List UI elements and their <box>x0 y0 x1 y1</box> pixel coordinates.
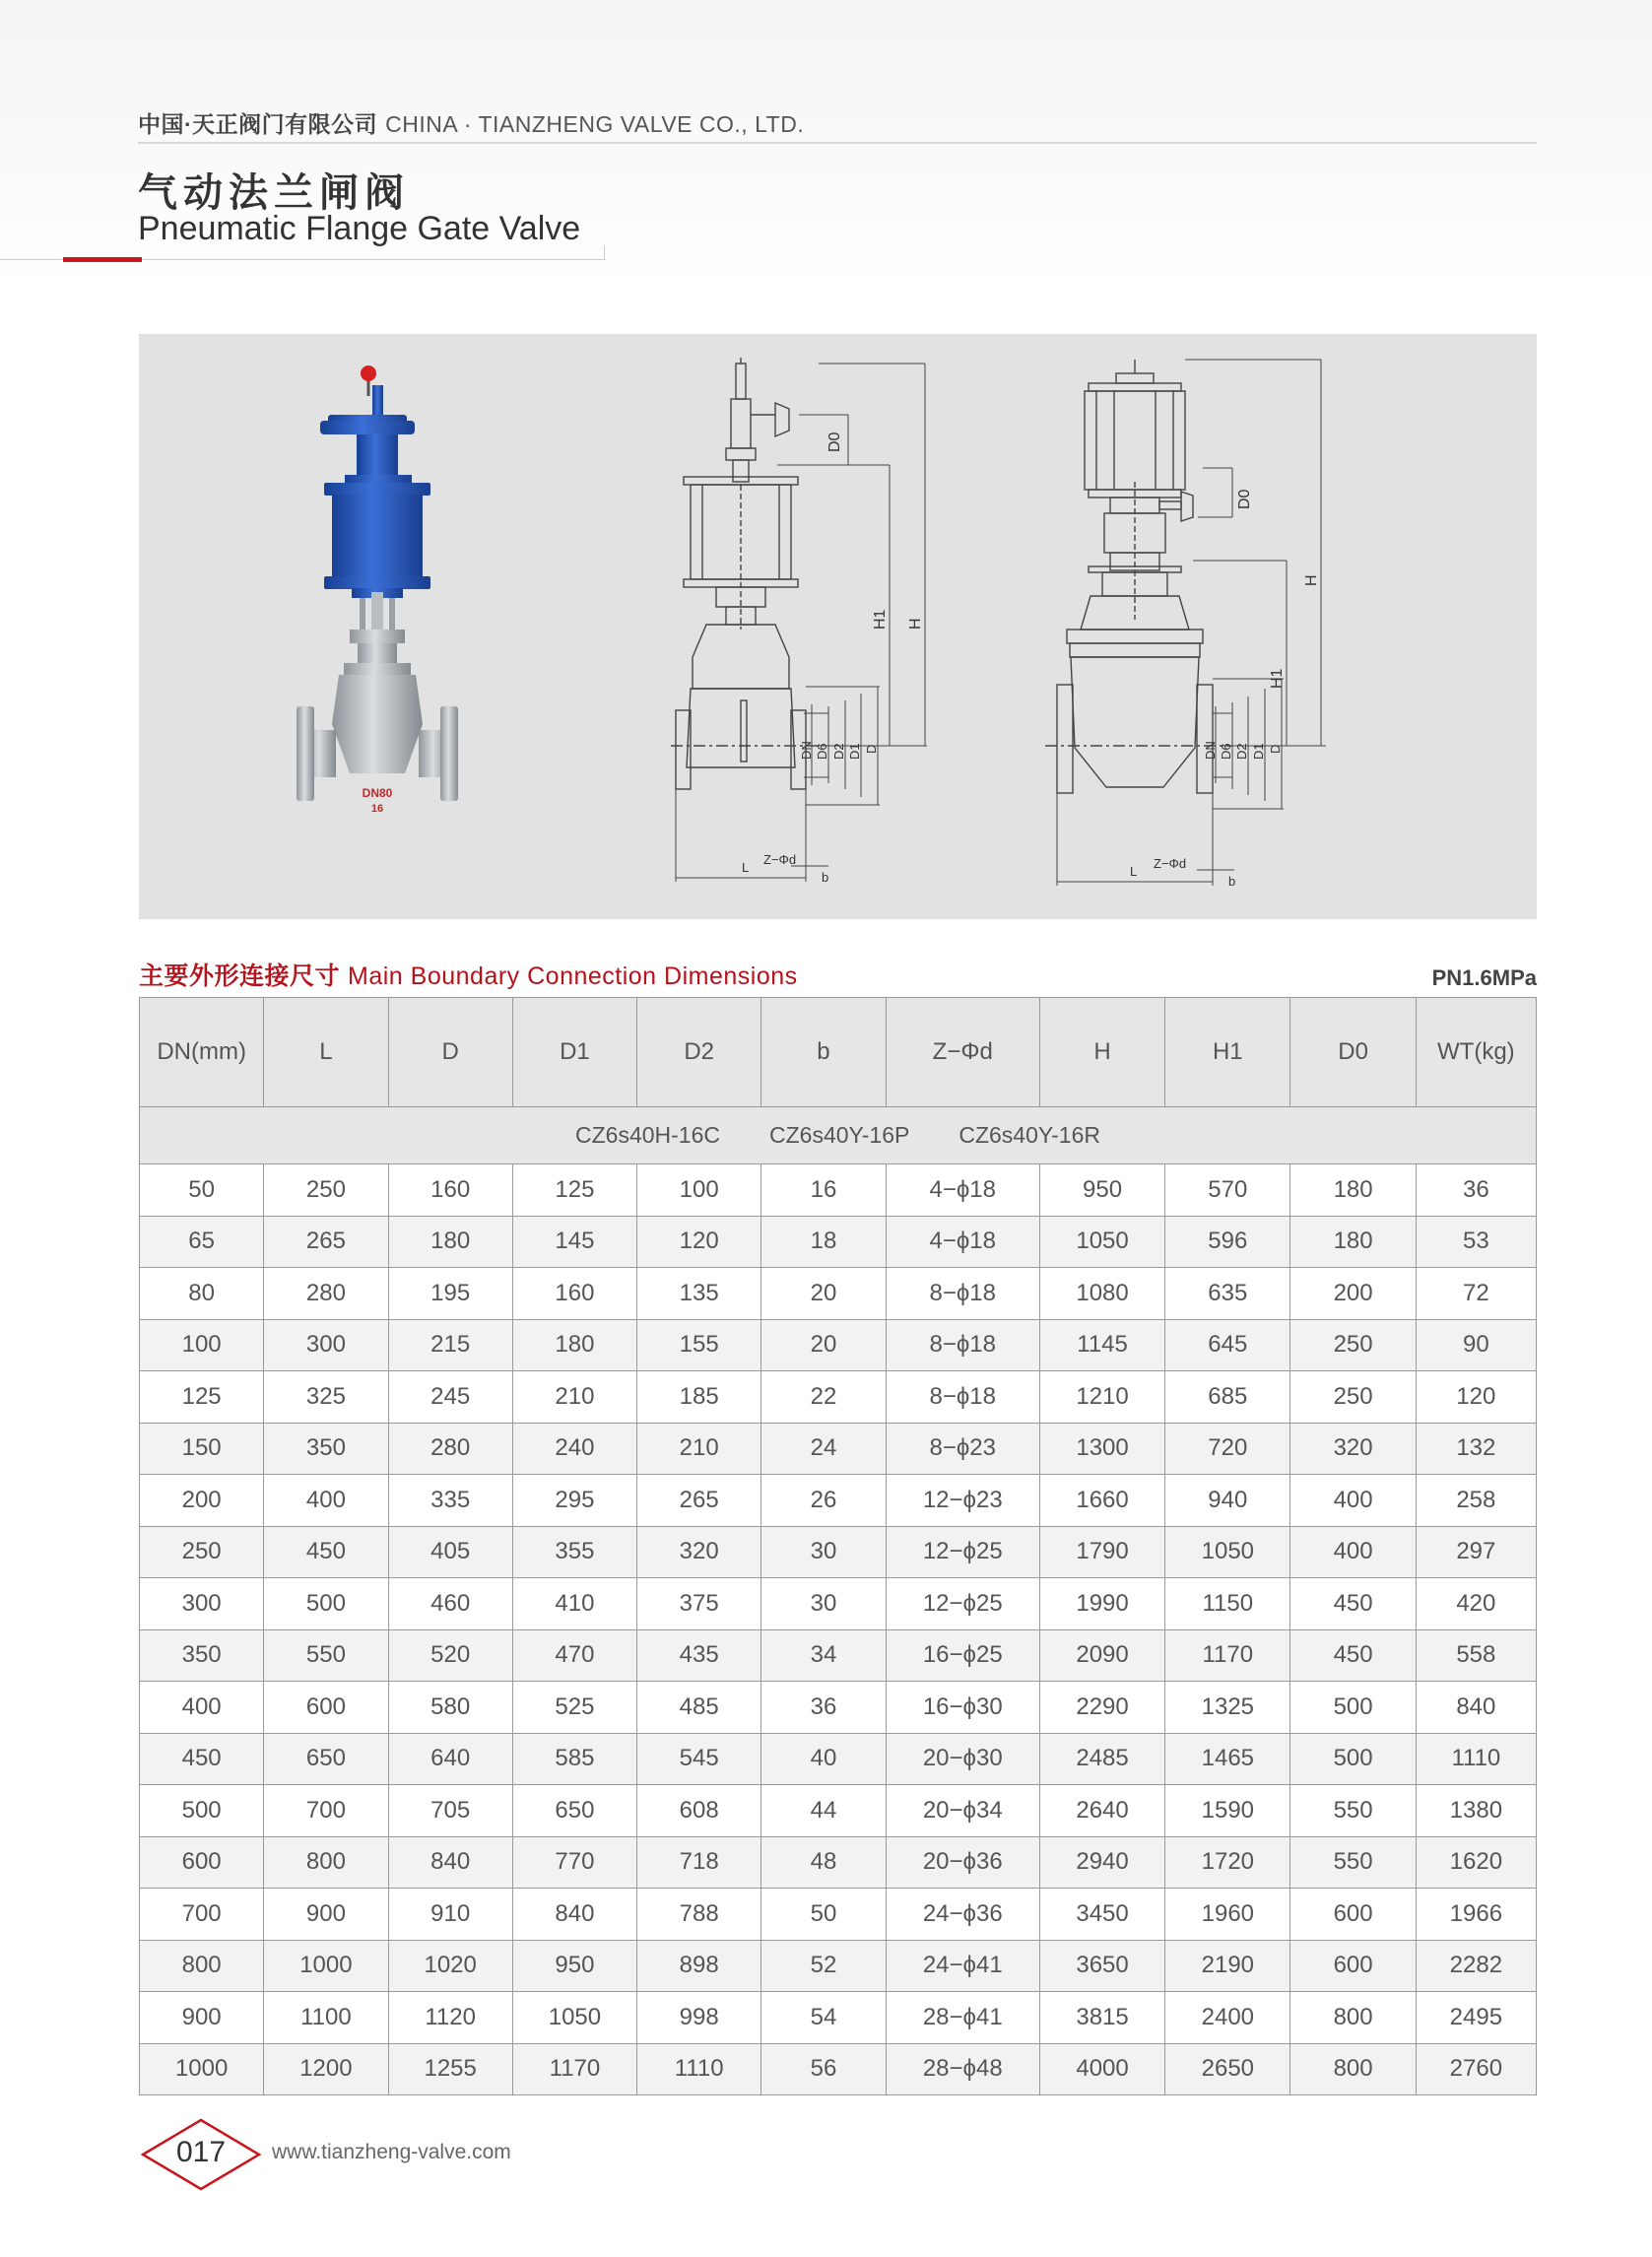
cell-z-phi-d: 4−ϕ18 <box>886 1164 1039 1217</box>
cell-d2: 485 <box>637 1682 761 1734</box>
valve-body <box>332 675 423 773</box>
cell-d1: 650 <box>512 1785 636 1837</box>
cell-d1: 295 <box>512 1475 636 1527</box>
table-row <box>140 1423 1537 1475</box>
section-title-en: Main Boundary Connection Dimensions <box>348 963 798 990</box>
cell-d0: 550 <box>1290 1785 1416 1837</box>
cell-d0: 450 <box>1290 1629 1416 1682</box>
product-figure-panel <box>139 334 1537 919</box>
cell-z-phi-d: 28−ϕ41 <box>886 1992 1039 2044</box>
section-title-cn: 主要外形连接尺寸 <box>139 963 341 990</box>
cell-b: 50 <box>761 1889 886 1941</box>
cell-dn: 900 <box>140 1992 264 2044</box>
cell-h1: 596 <box>1165 1216 1290 1268</box>
label-d1-front: D1 <box>847 743 862 760</box>
col-header-d1: D1 <box>512 998 636 1107</box>
cell-d: 1120 <box>388 1992 512 2044</box>
table-row <box>140 1733 1537 1785</box>
cell-b: 20 <box>761 1268 886 1320</box>
table-row <box>140 1836 1537 1889</box>
cell-z-phi-d: 12−ϕ25 <box>886 1526 1039 1578</box>
cell-d1: 1050 <box>512 1992 636 2044</box>
cell-b: 30 <box>761 1526 886 1578</box>
cell-wt: 2495 <box>1416 1992 1536 2044</box>
website-link[interactable]: www.tianzheng-valve.com <box>272 2141 511 2163</box>
cell-h: 3815 <box>1039 1992 1164 2044</box>
cell-h1: 1150 <box>1165 1578 1290 1630</box>
col-header-wt: WT(kg) <box>1416 998 1536 1107</box>
cell-dn: 400 <box>140 1682 264 1734</box>
cell-d: 245 <box>388 1371 512 1424</box>
cell-d1: 950 <box>512 1940 636 1992</box>
cell-d1: 770 <box>512 1836 636 1889</box>
cell-dn: 450 <box>140 1733 264 1785</box>
flange-right <box>440 706 458 801</box>
cell-d: 215 <box>388 1319 512 1371</box>
cell-l: 1200 <box>264 2043 388 2095</box>
cell-dn: 500 <box>140 1785 264 1837</box>
cell-z-phi-d: 20−ϕ30 <box>886 1733 1039 1785</box>
cell-h: 1145 <box>1039 1319 1164 1371</box>
table-row <box>140 1268 1537 1320</box>
cell-d: 335 <box>388 1475 512 1527</box>
cell-h1: 720 <box>1165 1423 1290 1475</box>
label-l-side: L <box>1130 864 1138 879</box>
handle-knob <box>361 365 376 381</box>
cell-d: 180 <box>388 1216 512 1268</box>
cell-d: 910 <box>388 1889 512 1941</box>
cell-d: 1020 <box>388 1940 512 1992</box>
cell-z-phi-d: 24−ϕ36 <box>886 1889 1039 1941</box>
cell-l: 325 <box>264 1371 388 1424</box>
cell-h1: 685 <box>1165 1371 1290 1424</box>
cell-d0: 800 <box>1290 2043 1416 2095</box>
cell-d1: 840 <box>512 1889 636 1941</box>
cell-l: 265 <box>264 1216 388 1268</box>
cell-h1: 1590 <box>1165 1785 1290 1837</box>
cell-wt: 1620 <box>1416 1836 1536 1889</box>
col-header-b: b <box>761 998 886 1107</box>
cell-z-phi-d: 8−ϕ23 <box>886 1423 1039 1475</box>
cell-h: 3450 <box>1039 1889 1164 1941</box>
table-row <box>140 1940 1537 1992</box>
cell-h: 4000 <box>1039 2043 1164 2095</box>
drawing-side-view <box>1045 360 1326 886</box>
cell-h: 1660 <box>1039 1475 1164 1527</box>
cell-dn: 300 <box>140 1578 264 1630</box>
col-header-dn: DN(mm) <box>140 998 264 1107</box>
cell-l: 700 <box>264 1785 388 1837</box>
cell-z-phi-d: 8−ϕ18 <box>886 1319 1039 1371</box>
cell-dn: 200 <box>140 1475 264 1527</box>
cell-d1: 125 <box>512 1164 636 1217</box>
col-header-z-phi-d: Z−Φd <box>886 998 1039 1107</box>
company-name <box>138 106 804 139</box>
cell-d2: 375 <box>637 1578 761 1630</box>
cell-b: 48 <box>761 1836 886 1889</box>
cell-d: 705 <box>388 1785 512 1837</box>
cell-d0: 800 <box>1290 1992 1416 2044</box>
pressure-rating: PN1.6MPa <box>1431 965 1537 990</box>
cell-d1: 585 <box>512 1733 636 1785</box>
table-row <box>140 1785 1537 1837</box>
cell-d: 520 <box>388 1629 512 1682</box>
photo-marking-pn: 16 <box>370 803 384 815</box>
cell-l: 280 <box>264 1268 388 1320</box>
cell-l: 250 <box>264 1164 388 1217</box>
cell-d: 640 <box>388 1733 512 1785</box>
cell-d2: 100 <box>637 1164 761 1217</box>
label-dn-side: DN <box>1203 741 1218 760</box>
cell-d: 1255 <box>388 2043 512 2095</box>
table-row <box>140 1475 1537 1527</box>
cell-d1: 410 <box>512 1578 636 1630</box>
cell-d1: 180 <box>512 1319 636 1371</box>
col-header-h: H <box>1039 998 1164 1107</box>
flange-left <box>297 706 314 801</box>
cell-d: 195 <box>388 1268 512 1320</box>
cell-h1: 635 <box>1165 1268 1290 1320</box>
cell-d2: 120 <box>637 1216 761 1268</box>
cell-d1: 470 <box>512 1629 636 1682</box>
drawing-front-labels <box>742 431 924 885</box>
cell-b: 22 <box>761 1371 886 1424</box>
cell-d0: 250 <box>1290 1371 1416 1424</box>
cell-z-phi-d: 8−ϕ18 <box>886 1268 1039 1320</box>
cell-h1: 1465 <box>1165 1733 1290 1785</box>
cell-d1: 525 <box>512 1682 636 1734</box>
cell-h1: 1325 <box>1165 1682 1290 1734</box>
cell-z-phi-d: 24−ϕ41 <box>886 1940 1039 1992</box>
cell-dn: 800 <box>140 1940 264 1992</box>
col-header-d2: D2 <box>637 998 761 1107</box>
cell-l: 1100 <box>264 1992 388 2044</box>
company-name-en: CHINA · TIANZHENG VALVE CO., LTD. <box>385 111 805 137</box>
table-row <box>140 2043 1537 2095</box>
cell-b: 36 <box>761 1682 886 1734</box>
cell-wt: 132 <box>1416 1423 1536 1475</box>
cell-z-phi-d: 20−ϕ34 <box>886 1785 1039 1837</box>
cell-l: 600 <box>264 1682 388 1734</box>
cell-d: 840 <box>388 1836 512 1889</box>
cell-d2: 155 <box>637 1319 761 1371</box>
cell-h1: 2400 <box>1165 1992 1290 2044</box>
cell-d0: 320 <box>1290 1423 1416 1475</box>
product-figure-svg <box>139 334 1537 919</box>
cell-h: 1050 <box>1039 1216 1164 1268</box>
model-row <box>140 1107 1537 1164</box>
cell-b: 20 <box>761 1319 886 1371</box>
cell-h: 2640 <box>1039 1785 1164 1837</box>
title-accent-bar <box>63 257 142 262</box>
cell-h: 1790 <box>1039 1526 1164 1578</box>
valve-photo <box>297 365 458 815</box>
cell-d0: 180 <box>1290 1216 1416 1268</box>
cell-h1: 940 <box>1165 1475 1290 1527</box>
label-zphid-front: Z−Φd <box>763 852 797 867</box>
label-b-side: b <box>1228 874 1236 889</box>
cell-d: 160 <box>388 1164 512 1217</box>
company-name-cn: 中国·天正阀门有限公司 <box>138 111 378 137</box>
cell-wt: 420 <box>1416 1578 1536 1630</box>
cell-d0: 450 <box>1290 1578 1416 1630</box>
model-cell <box>140 1107 1537 1164</box>
dimensions-table <box>139 997 1537 2095</box>
model-name: CZ6s40Y-16R <box>958 1122 1100 1148</box>
cell-h1: 1050 <box>1165 1526 1290 1578</box>
cell-wt: 1380 <box>1416 1785 1536 1837</box>
cell-h1: 2650 <box>1165 2043 1290 2095</box>
cell-l: 400 <box>264 1475 388 1527</box>
cell-d0: 600 <box>1290 1889 1416 1941</box>
cell-wt: 53 <box>1416 1216 1536 1268</box>
cell-d: 460 <box>388 1578 512 1630</box>
cell-dn: 1000 <box>140 2043 264 2095</box>
cell-d0: 500 <box>1290 1682 1416 1734</box>
col-header-d: D <box>388 998 512 1107</box>
cell-d: 280 <box>388 1423 512 1475</box>
cell-d0: 400 <box>1290 1526 1416 1578</box>
table-row <box>140 1526 1537 1578</box>
label-b-front: b <box>822 870 829 885</box>
table-row <box>140 1578 1537 1630</box>
cell-wt: 72 <box>1416 1268 1536 1320</box>
col-header-l: L <box>264 998 388 1107</box>
handwheel <box>320 421 415 434</box>
header-divider <box>138 142 1537 144</box>
cell-h1: 2190 <box>1165 1940 1290 1992</box>
col-header-h1: H1 <box>1165 998 1290 1107</box>
cell-h: 1210 <box>1039 1371 1164 1424</box>
cell-h: 2940 <box>1039 1836 1164 1889</box>
label-d6-front: D6 <box>815 743 829 760</box>
page-number: 017 <box>175 2136 227 2168</box>
cell-b: 18 <box>761 1216 886 1268</box>
cell-z-phi-d: 8−ϕ18 <box>886 1371 1039 1424</box>
cell-l: 300 <box>264 1319 388 1371</box>
cell-dn: 150 <box>140 1423 264 1475</box>
pneumatic-cylinder <box>332 495 423 583</box>
label-d6-side: D6 <box>1219 743 1233 760</box>
label-l-front: L <box>742 860 750 875</box>
cell-d0: 500 <box>1290 1733 1416 1785</box>
cell-l: 450 <box>264 1526 388 1578</box>
cell-d2: 185 <box>637 1371 761 1424</box>
cell-l: 350 <box>264 1423 388 1475</box>
cell-wt: 840 <box>1416 1682 1536 1734</box>
cell-b: 34 <box>761 1629 886 1682</box>
cell-wt: 258 <box>1416 1475 1536 1527</box>
cell-wt: 90 <box>1416 1319 1536 1371</box>
cell-d0: 200 <box>1290 1268 1416 1320</box>
cell-h: 3650 <box>1039 1940 1164 1992</box>
label-d1-side: D1 <box>1251 743 1266 760</box>
table-header-row <box>140 998 1537 1107</box>
cell-d2: 210 <box>637 1423 761 1475</box>
cell-d1: 355 <box>512 1526 636 1578</box>
cell-d0: 250 <box>1290 1319 1416 1371</box>
cell-l: 900 <box>264 1889 388 1941</box>
photo-marking-dn: DN80 <box>362 786 393 800</box>
cell-z-phi-d: 4−ϕ18 <box>886 1216 1039 1268</box>
cell-wt: 558 <box>1416 1629 1536 1682</box>
cell-wt: 120 <box>1416 1371 1536 1424</box>
table-row <box>140 1992 1537 2044</box>
cell-dn: 100 <box>140 1319 264 1371</box>
table-row <box>140 1371 1537 1424</box>
cell-dn: 65 <box>140 1216 264 1268</box>
cell-d1: 240 <box>512 1423 636 1475</box>
cell-h: 1300 <box>1039 1423 1164 1475</box>
cell-b: 56 <box>761 2043 886 2095</box>
cell-b: 54 <box>761 1992 886 2044</box>
label-d-front: D <box>864 744 879 754</box>
label-h-side: H <box>1303 574 1320 586</box>
table-row <box>140 1164 1537 1217</box>
cell-z-phi-d: 20−ϕ36 <box>886 1836 1039 1889</box>
table-row <box>140 1216 1537 1268</box>
cell-d2: 788 <box>637 1889 761 1941</box>
cell-wt: 1966 <box>1416 1889 1536 1941</box>
table-row <box>140 1629 1537 1682</box>
cell-d1: 210 <box>512 1371 636 1424</box>
cell-wt: 2282 <box>1416 1940 1536 1992</box>
cell-z-phi-d: 12−ϕ25 <box>886 1578 1039 1630</box>
drawing-side-labels <box>1130 489 1320 889</box>
cell-l: 650 <box>264 1733 388 1785</box>
cell-d2: 265 <box>637 1475 761 1527</box>
label-d-side: D <box>1268 744 1283 754</box>
cell-dn: 600 <box>140 1836 264 1889</box>
col-header-d0: D0 <box>1290 998 1416 1107</box>
cell-h: 2090 <box>1039 1629 1164 1682</box>
page-title-en: Pneumatic Flange Gate Valve <box>138 210 581 247</box>
table-row <box>140 1889 1537 1941</box>
cell-z-phi-d: 12−ϕ23 <box>886 1475 1039 1527</box>
label-d0-front: D0 <box>826 431 843 452</box>
cell-b: 44 <box>761 1785 886 1837</box>
cell-h: 950 <box>1039 1164 1164 1217</box>
title-underline-tick <box>604 245 605 260</box>
cell-l: 550 <box>264 1629 388 1682</box>
cell-b: 16 <box>761 1164 886 1217</box>
cell-d2: 608 <box>637 1785 761 1837</box>
cell-h1: 1720 <box>1165 1836 1290 1889</box>
cell-d0: 180 <box>1290 1164 1416 1217</box>
cell-d2: 135 <box>637 1268 761 1320</box>
cell-h1: 1960 <box>1165 1889 1290 1941</box>
cell-h: 2485 <box>1039 1733 1164 1785</box>
cell-h: 1080 <box>1039 1268 1164 1320</box>
table-row <box>140 1682 1537 1734</box>
label-dn-front: DN <box>799 741 814 760</box>
label-d2-side: D2 <box>1234 743 1249 760</box>
label-h-front: H <box>907 618 924 630</box>
cell-d1: 145 <box>512 1216 636 1268</box>
cell-d2: 435 <box>637 1629 761 1682</box>
cell-b: 24 <box>761 1423 886 1475</box>
cell-d1: 1170 <box>512 2043 636 2095</box>
label-d2-front: D2 <box>831 743 846 760</box>
cell-wt: 2760 <box>1416 2043 1536 2095</box>
drawing-front-view <box>671 358 927 882</box>
cell-d2: 545 <box>637 1733 761 1785</box>
cell-d0: 600 <box>1290 1940 1416 1992</box>
cell-h: 1990 <box>1039 1578 1164 1630</box>
cell-h: 2290 <box>1039 1682 1164 1734</box>
cell-d: 405 <box>388 1526 512 1578</box>
label-h1-side: H1 <box>1269 668 1286 689</box>
cell-b: 30 <box>761 1578 886 1630</box>
page-title-cn: 气动法兰闸阀 <box>138 171 410 215</box>
cell-wt: 297 <box>1416 1526 1536 1578</box>
cell-b: 52 <box>761 1940 886 1992</box>
cell-h1: 645 <box>1165 1319 1290 1371</box>
cell-dn: 80 <box>140 1268 264 1320</box>
cell-z-phi-d: 16−ϕ30 <box>886 1682 1039 1734</box>
cell-d1: 160 <box>512 1268 636 1320</box>
cell-b: 40 <box>761 1733 886 1785</box>
cell-d0: 400 <box>1290 1475 1416 1527</box>
cell-b: 26 <box>761 1475 886 1527</box>
cell-dn: 700 <box>140 1889 264 1941</box>
cell-d2: 998 <box>637 1992 761 2044</box>
model-name: CZ6s40Y-16P <box>769 1122 910 1148</box>
cell-l: 1000 <box>264 1940 388 1992</box>
cell-h1: 1170 <box>1165 1629 1290 1682</box>
cell-dn: 50 <box>140 1164 264 1217</box>
cell-d: 580 <box>388 1682 512 1734</box>
cell-l: 800 <box>264 1836 388 1889</box>
cell-z-phi-d: 28−ϕ48 <box>886 2043 1039 2095</box>
cell-d0: 550 <box>1290 1836 1416 1889</box>
label-zphid-side: Z−Φd <box>1154 856 1187 871</box>
cell-d2: 1110 <box>637 2043 761 2095</box>
cell-d2: 898 <box>637 1940 761 1992</box>
cell-z-phi-d: 16−ϕ25 <box>886 1629 1039 1682</box>
label-d0-side: D0 <box>1236 489 1253 509</box>
cell-wt: 1110 <box>1416 1733 1536 1785</box>
table-row <box>140 1319 1537 1371</box>
cell-l: 500 <box>264 1578 388 1630</box>
section-title <box>139 957 798 992</box>
cell-d2: 718 <box>637 1836 761 1889</box>
cell-wt: 36 <box>1416 1164 1536 1217</box>
cell-d2: 320 <box>637 1526 761 1578</box>
cell-h1: 570 <box>1165 1164 1290 1217</box>
cell-dn: 250 <box>140 1526 264 1578</box>
cell-dn: 350 <box>140 1629 264 1682</box>
cell-dn: 125 <box>140 1371 264 1424</box>
label-h1-front: H1 <box>872 609 889 630</box>
model-name: CZ6s40H-16C <box>575 1122 720 1148</box>
